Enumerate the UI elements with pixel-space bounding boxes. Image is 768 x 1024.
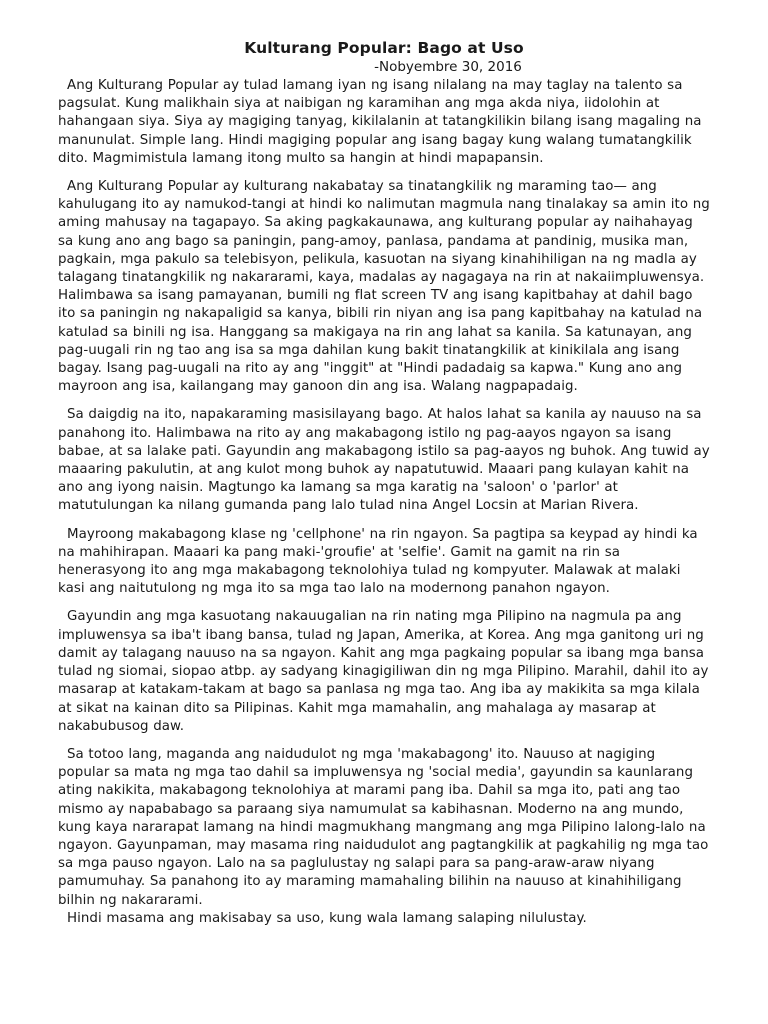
document-date: -Nobyembre 30, 2016	[374, 59, 522, 75]
paragraph: Ang Kulturang Popular ay kulturang nakabatay sa tinatangkilik ng maraming tao— ang kahulugang ito ay namukod-tangi at hindi ko nalimutan magmula nang tinalakay sa amin ito ng aming mahusay na tagapayo. Sa aking pagkakaunawa, ang kulturang popular ay naihahayag sa kung ano ang bago sa paningin, pang-amoy, panlasa, pandama at pandinig, musika man, pagkain, mga pakulo sa telebisyon, pelikula, kasuotan na siyang kinahihiligan na ng madla ay talagang tinatangkilik ng nakararami, kaya, madalas ay nagagaya na rin at nakaiimpluwensya. Halimbawa sa isang pamayanan, bumili ng flat screen TV ang isang kapitbahay at dahil bago ito sa paningin ng nakapaligid sa kanya, bibili rin niyan ang isa pang kapitbahay na katulad na katulad sa binili ng isa. Hanggang sa makigaya na rin ang lahat sa kanila. Sa katunayan, ang pag-uugali rin ng tao ang isa sa mga dahilan kung bakit tinatangkilik at kinikilala ang isang bagay. Isang pag-uugali na rito ay ang "inggit" at "Hindi padadaig sa kapwa." Kung ano ang mayroon ang isa, kailangang may ganoon din ang isa. Walang nagpapadaig.	[58, 179, 710, 395]
paragraph: Gayundin ang mga kasuotang nakauugalian na rin nating mga Pilipino na nagmula pa ang impluwensya sa iba't ibang bansa, tulad ng Japan, Amerika, at Korea. Ang mga ganitong uri ng damit ay talagang nauuso na sa ngayon. Kahit ang mga pagkaing popular sa ibang mga bansa tulad ng siomai, siopao atbp. ay sadyang kinagigiliwan din ng mga Pilipino. Marahil, dahil ito ay masarap at katakam-takam at bago sa panlasa ng mga tao. Ang iba ay makikita sa mga kilala at sikat na kainan dito sa Pilipinas. Kahit mga mamahalin, ang mahalaga ay masarap at nakabubusog daw.	[58, 609, 709, 734]
paragraph: Sa totoo lang, maganda ang naidudulot ng mga 'makabagong' ito. Nauuso at nagiging popular sa mata ng mga tao dahil sa impluwensya ng 'social media', gayundin sa kaunlarang ating nakikita, makabagong teknolohiya at marami pang iba. Dahil sa mga ito, pati ang tao mismo ay napababago sa paraang siya namumulat sa kabihasnan. Moderno na ang mundo, kung kaya nararapat lamang na hindi magmukhang mangmang ang mga Pilipino lalong-lalo na ngayon. Gayunpaman, may masama ring naidudulot ang pagtangkilik at pagkahilig ng mga tao sa mga pauso ngayon. Lalo na sa paglulustay ng salapi para sa pang-araw-araw niyang pamumuhay. Sa panahong ito ay maraming mamahaling bilihin na nauuso at kinahihiligang bilhin ng nakararami.	[58, 746, 709, 908]
document-title: Kulturang Popular: Bago at Uso	[244, 39, 524, 57]
paragraph: Hindi masama ang makisabay sa uso, kung wala lamang salaping nilulustay.	[67, 910, 587, 926]
paragraph: Ang Kulturang Popular ay tulad lamang iyan ng isang nilalang na may taglay na talento sa pagsulat. Kung malikhain siya at naibigan ng karamihan ang mga akda niya, iidolohin at hahangaan siya. Siya ay magiging tanyag, kikilalanin at tatangkilikin bilang isang magaling na manunulat. Simple lang. Hindi magiging popular ang isang bagay kung walang tumatangkilik dito. Magmimistula lamang itong multo sa hangin at hindi mapapansin.	[58, 78, 702, 166]
paragraph: Sa daigdig na ito, napakaraming masisilayang bago. At halos lahat sa kanila ay nauuso na sa panahong ito. Halimbawa na rito ay ang makabagong istilo ng pag-aayos ngayon sa isang babae, at sa lalake pati. Gayundin ang makabagong istilo sa pag-aayos ng buhok. Ang tuwid ay maaaring pakulutin, at ang kulot mong buhok ay napatutuwid. Maaari pang kulayan kahit na ano ang iyong naisin. Magtungo ka lamang sa mga karatig na 'saloon' o 'parlor' at matutulungan ka nilang gumanda pang lalo tulad nina Angel Locsin at Marian Rivera.	[58, 407, 710, 514]
paragraph: Mayroong makabagong klase ng 'cellphone' na rin ngayon. Sa pagtipa sa keypad ay hindi ka na mahihirapan. Maaari ka pang maki-'groufie' at 'selfie'. Gamit na gamit na rin sa henerasyong ito ang mga makabagong teknolohiya tulad ng kompyuter. Malawak at malaki kasi ang naitutulong ng mga ito sa mga tao lalo na modernong panahon ngayon.	[58, 526, 698, 597]
